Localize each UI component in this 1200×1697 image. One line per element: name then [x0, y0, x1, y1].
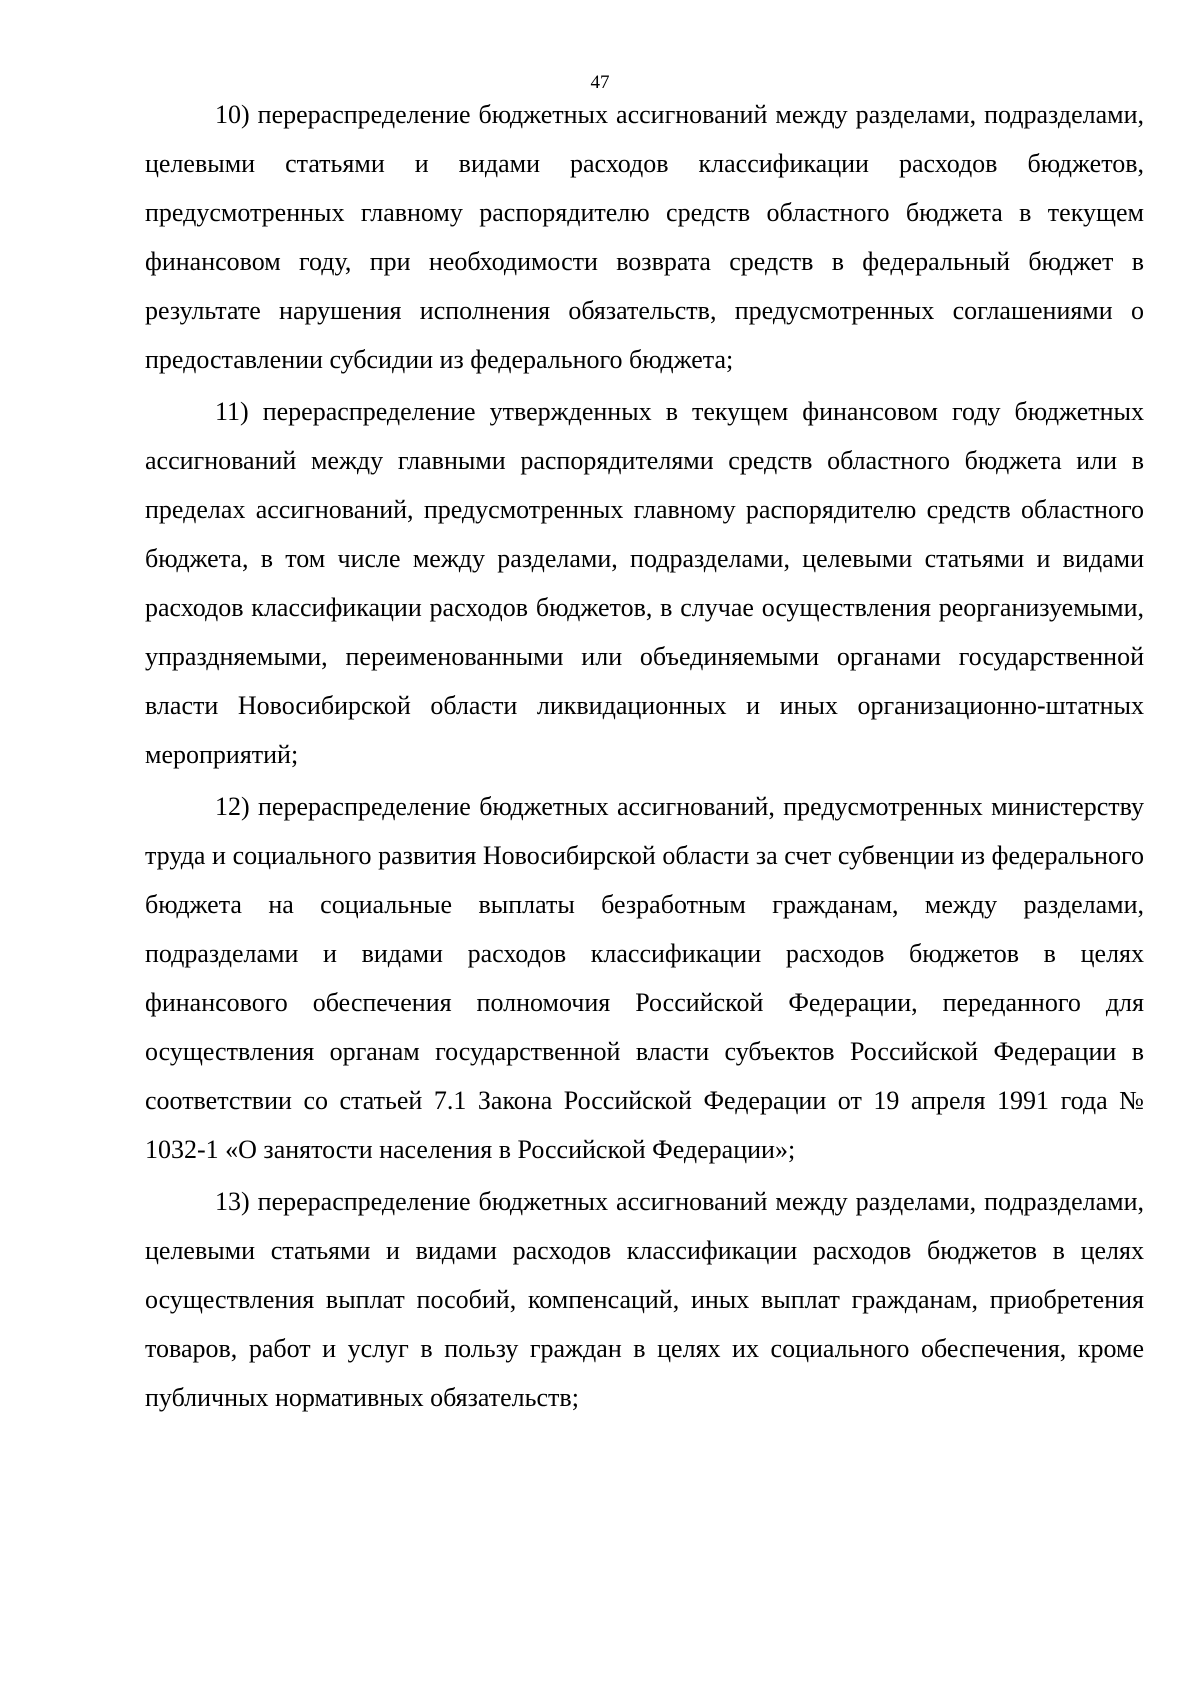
paragraph-item-12: 12) перераспределение бюджетных ассигнований, предусмотренных министерству труда и социального развития Новосибирской области за счет субвенции из федерального бюджета на социальные выплаты безработным гражданам, между разделами, подразделами и видами расходов классификации расходов бюджетов в целях финансового обеспечения полномочия Российской Федерации, переданного для осуществления органам государственной власти субъектов Российской Федерации в соответствии со статьей 7.1 Закона Российской Федерации от 19 апреля 1991 года № 1032-1 «О занятости населения в Российской Федерации»; [145, 792, 1144, 1164]
page-number: 47 [590, 72, 610, 93]
paragraph-item-10: 10) перераспределение бюджетных ассигнований между разделами, подразделами, целевыми статьями и видами расходов классификации расходов бюджетов, предусмотренных главному распорядителю средств областного бюджета в текущем финансовом году, при необходимости возврата средств в федеральный бюджет в результате нарушения исполнения обязательств, предусмотренных соглашениями о предоставлении субсидии из федерального бюджета; [145, 100, 1144, 374]
paragraph-item-11: 11) перераспределение утвержденных в текущем финансовом году бюджетных ассигнований между главными распорядителями средств областного бюджета или в пределах ассигнований, предусмотренных главному распорядителю средств областного бюджета, в том числе между разделами, подразделами, целевыми статьями и видами расходов классификации расходов бюджетов, в случае осуществления реорганизуемыми, упраздняемыми, переименованными или объединяемыми органами государственной власти Новосибирской области ликвидационных и иных организационно-штатных мероприятий; [145, 397, 1144, 769]
document-body [145, 90, 1144, 1422]
paragraph-item-13: 13) перераспределение бюджетных ассигнований между разделами, подразделами, целевыми статьями и видами расходов классификации расходов бюджетов в целях осуществления выплат пособий, компенсаций, иных выплат гражданам, приобретения товаров, работ и услуг в пользу граждан в целях их социального обеспечения, кроме публичных нормативных обязательств; [145, 1187, 1144, 1412]
